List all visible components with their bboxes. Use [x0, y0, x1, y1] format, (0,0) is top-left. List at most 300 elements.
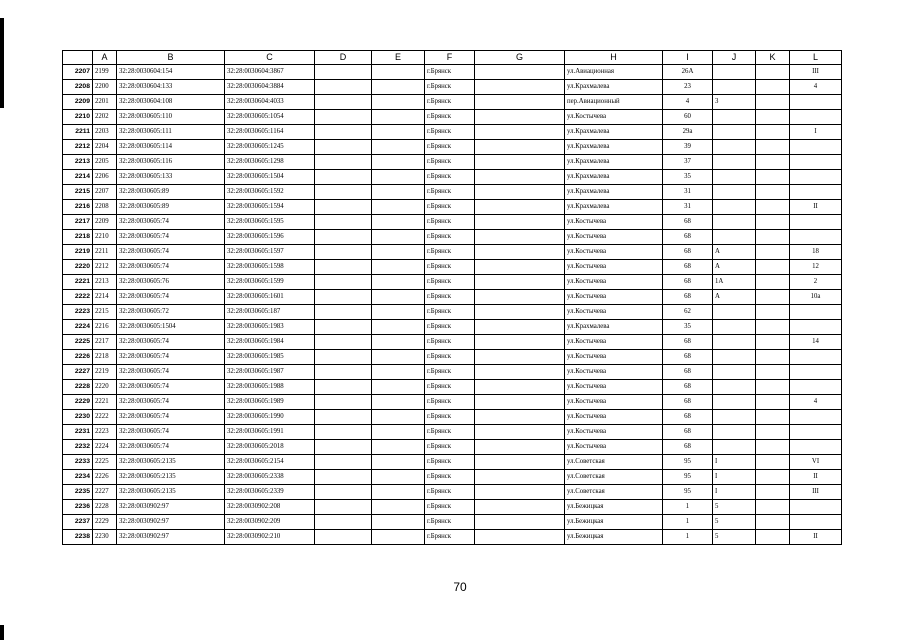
- cell-e[interactable]: [372, 305, 425, 320]
- column-header-h[interactable]: H: [565, 51, 663, 65]
- cell-l[interactable]: 2: [790, 275, 842, 290]
- cell-g[interactable]: [475, 125, 565, 140]
- cell-a[interactable]: 2224: [93, 440, 117, 455]
- cell-g[interactable]: [475, 470, 565, 485]
- cell-l[interactable]: II: [790, 200, 842, 215]
- cell-j[interactable]: [713, 395, 756, 410]
- cell-g[interactable]: [475, 305, 565, 320]
- cell-e[interactable]: [372, 80, 425, 95]
- cell-j[interactable]: [713, 305, 756, 320]
- cell-k[interactable]: [756, 215, 790, 230]
- cell-c[interactable]: 32:28:0030605:1990: [225, 410, 315, 425]
- cell-j[interactable]: А: [713, 290, 756, 305]
- cell-h[interactable]: ул.Костычева: [565, 335, 663, 350]
- cell-j[interactable]: [713, 65, 756, 80]
- cell-f[interactable]: г.Брянск: [425, 380, 475, 395]
- row-number-cell[interactable]: 2211: [63, 125, 93, 140]
- cell-j[interactable]: [713, 110, 756, 125]
- cell-h[interactable]: ул.Советская: [565, 470, 663, 485]
- cell-h[interactable]: ул.Костычева: [565, 365, 663, 380]
- cell-b[interactable]: 32:28:0030605:74: [117, 395, 225, 410]
- cell-g[interactable]: [475, 500, 565, 515]
- cell-c[interactable]: 32:28:0030605:1298: [225, 155, 315, 170]
- cell-l[interactable]: [790, 305, 842, 320]
- cell-e[interactable]: [372, 485, 425, 500]
- cell-c[interactable]: 32:28:0030605:2154: [225, 455, 315, 470]
- cell-d[interactable]: [315, 440, 372, 455]
- cell-a[interactable]: 2223: [93, 425, 117, 440]
- cell-d[interactable]: [315, 155, 372, 170]
- cell-h[interactable]: ул.Костычева: [565, 260, 663, 275]
- cell-g[interactable]: [475, 365, 565, 380]
- cell-b[interactable]: 32:28:0030605:76: [117, 275, 225, 290]
- cell-k[interactable]: [756, 245, 790, 260]
- cell-a[interactable]: 2214: [93, 290, 117, 305]
- cell-k[interactable]: [756, 320, 790, 335]
- cell-f[interactable]: г.Брянск: [425, 365, 475, 380]
- cell-a[interactable]: 2215: [93, 305, 117, 320]
- cell-f[interactable]: г.Брянск: [425, 275, 475, 290]
- cell-l[interactable]: 14: [790, 335, 842, 350]
- cell-d[interactable]: [315, 485, 372, 500]
- column-header-b[interactable]: B: [117, 51, 225, 65]
- cell-d[interactable]: [315, 335, 372, 350]
- cell-i[interactable]: 68: [663, 275, 713, 290]
- row-number-cell[interactable]: 2209: [63, 95, 93, 110]
- cell-g[interactable]: [475, 380, 565, 395]
- cell-f[interactable]: г.Брянск: [425, 185, 475, 200]
- cell-j[interactable]: [713, 230, 756, 245]
- cell-f[interactable]: г.Брянск: [425, 80, 475, 95]
- cell-j[interactable]: А: [713, 245, 756, 260]
- row-number-cell[interactable]: 2228: [63, 380, 93, 395]
- cell-e[interactable]: [372, 395, 425, 410]
- cell-e[interactable]: [372, 275, 425, 290]
- cell-g[interactable]: [475, 230, 565, 245]
- cell-d[interactable]: [315, 260, 372, 275]
- cell-g[interactable]: [475, 140, 565, 155]
- row-number-cell[interactable]: 2236: [63, 500, 93, 515]
- cell-l[interactable]: 10а: [790, 290, 842, 305]
- cell-d[interactable]: [315, 125, 372, 140]
- cell-i[interactable]: 68: [663, 290, 713, 305]
- cell-e[interactable]: [372, 65, 425, 80]
- row-number-cell[interactable]: 2238: [63, 530, 93, 545]
- cell-d[interactable]: [315, 95, 372, 110]
- row-number-cell[interactable]: 2235: [63, 485, 93, 500]
- cell-d[interactable]: [315, 425, 372, 440]
- cell-g[interactable]: [475, 440, 565, 455]
- cell-c[interactable]: 32:28:0030605:1598: [225, 260, 315, 275]
- cell-j[interactable]: А: [713, 260, 756, 275]
- row-number-cell[interactable]: 2208: [63, 80, 93, 95]
- cell-e[interactable]: [372, 470, 425, 485]
- cell-k[interactable]: [756, 335, 790, 350]
- cell-e[interactable]: [372, 410, 425, 425]
- cell-h[interactable]: пер.Авиационный: [565, 95, 663, 110]
- corner-header[interactable]: [63, 51, 93, 65]
- cell-b[interactable]: 32:28:0030604:154: [117, 65, 225, 80]
- cell-h[interactable]: ул.Крахмалева: [565, 80, 663, 95]
- cell-j[interactable]: [713, 440, 756, 455]
- cell-b[interactable]: 32:28:0030605:74: [117, 410, 225, 425]
- row-number-cell[interactable]: 2212: [63, 140, 93, 155]
- cell-a[interactable]: 2200: [93, 80, 117, 95]
- cell-a[interactable]: 2216: [93, 320, 117, 335]
- cell-a[interactable]: 2201: [93, 95, 117, 110]
- row-number-cell[interactable]: 2221: [63, 275, 93, 290]
- cell-c[interactable]: 32:28:0030605:187: [225, 305, 315, 320]
- row-number-cell[interactable]: 2230: [63, 410, 93, 425]
- cell-b[interactable]: 32:28:0030605:2135: [117, 455, 225, 470]
- cell-b[interactable]: 32:28:0030605:114: [117, 140, 225, 155]
- cell-l[interactable]: [790, 515, 842, 530]
- cell-a[interactable]: 2221: [93, 395, 117, 410]
- cell-b[interactable]: 32:28:0030605:110: [117, 110, 225, 125]
- cell-h[interactable]: ул.Крахмалева: [565, 155, 663, 170]
- cell-h[interactable]: ул.Костычева: [565, 350, 663, 365]
- cell-c[interactable]: 32:28:0030605:2018: [225, 440, 315, 455]
- cell-l[interactable]: [790, 410, 842, 425]
- cell-c[interactable]: 32:28:0030605:1989: [225, 395, 315, 410]
- cell-d[interactable]: [315, 275, 372, 290]
- cell-a[interactable]: 2213: [93, 275, 117, 290]
- cell-j[interactable]: [713, 185, 756, 200]
- cell-j[interactable]: [713, 125, 756, 140]
- cell-f[interactable]: г.Брянск: [425, 170, 475, 185]
- cell-k[interactable]: [756, 530, 790, 545]
- cell-f[interactable]: г.Брянск: [425, 410, 475, 425]
- cell-g[interactable]: [475, 395, 565, 410]
- cell-a[interactable]: 2202: [93, 110, 117, 125]
- cell-i[interactable]: 26А: [663, 65, 713, 80]
- cell-l[interactable]: [790, 425, 842, 440]
- row-number-cell[interactable]: 2232: [63, 440, 93, 455]
- cell-h[interactable]: ул.Бежицкая: [565, 515, 663, 530]
- column-header-e[interactable]: E: [372, 51, 425, 65]
- cell-h[interactable]: ул.Костычева: [565, 395, 663, 410]
- cell-b[interactable]: 32:28:0030605:74: [117, 365, 225, 380]
- row-number-cell[interactable]: 2216: [63, 200, 93, 215]
- cell-b[interactable]: 32:28:0030605:74: [117, 380, 225, 395]
- cell-k[interactable]: [756, 350, 790, 365]
- cell-f[interactable]: г.Брянск: [425, 230, 475, 245]
- cell-g[interactable]: [475, 80, 565, 95]
- cell-j[interactable]: [713, 425, 756, 440]
- cell-j[interactable]: [713, 140, 756, 155]
- cell-f[interactable]: г.Брянск: [425, 425, 475, 440]
- cell-j[interactable]: 1А: [713, 275, 756, 290]
- cell-b[interactable]: 32:28:0030605:74: [117, 440, 225, 455]
- row-number-cell[interactable]: 2223: [63, 305, 93, 320]
- cell-f[interactable]: г.Брянск: [425, 470, 475, 485]
- cell-b[interactable]: 32:28:0030605:74: [117, 230, 225, 245]
- cell-h[interactable]: ул.Костычева: [565, 440, 663, 455]
- cell-h[interactable]: ул.Советская: [565, 485, 663, 500]
- cell-g[interactable]: [475, 485, 565, 500]
- cell-e[interactable]: [372, 425, 425, 440]
- cell-c[interactable]: 32:28:0030604:4033: [225, 95, 315, 110]
- cell-i[interactable]: 1: [663, 515, 713, 530]
- cell-d[interactable]: [315, 230, 372, 245]
- cell-h[interactable]: ул.Костычева: [565, 290, 663, 305]
- cell-i[interactable]: 31: [663, 200, 713, 215]
- cell-d[interactable]: [315, 170, 372, 185]
- row-number-cell[interactable]: 2227: [63, 365, 93, 380]
- cell-f[interactable]: г.Брянск: [425, 260, 475, 275]
- cell-d[interactable]: [315, 320, 372, 335]
- cell-f[interactable]: г.Брянск: [425, 290, 475, 305]
- cell-g[interactable]: [475, 455, 565, 470]
- cell-c[interactable]: 32:28:0030605:1599: [225, 275, 315, 290]
- cell-g[interactable]: [475, 200, 565, 215]
- cell-g[interactable]: [475, 95, 565, 110]
- cell-b[interactable]: 32:28:0030604:108: [117, 95, 225, 110]
- row-number-cell[interactable]: 2231: [63, 425, 93, 440]
- cell-b[interactable]: 32:28:0030605:74: [117, 245, 225, 260]
- cell-b[interactable]: 32:28:0030605:74: [117, 425, 225, 440]
- cell-c[interactable]: 32:28:0030604:3867: [225, 65, 315, 80]
- cell-e[interactable]: [372, 260, 425, 275]
- cell-j[interactable]: I: [713, 470, 756, 485]
- cell-j[interactable]: 3: [713, 95, 756, 110]
- cell-k[interactable]: [756, 275, 790, 290]
- cell-k[interactable]: [756, 440, 790, 455]
- cell-i[interactable]: 68: [663, 350, 713, 365]
- cell-d[interactable]: [315, 395, 372, 410]
- cell-l[interactable]: [790, 230, 842, 245]
- row-number-cell[interactable]: 2207: [63, 65, 93, 80]
- cell-b[interactable]: 32:28:0030605:89: [117, 200, 225, 215]
- cell-l[interactable]: [790, 215, 842, 230]
- cell-d[interactable]: [315, 380, 372, 395]
- cell-d[interactable]: [315, 455, 372, 470]
- cell-a[interactable]: 2204: [93, 140, 117, 155]
- cell-h[interactable]: ул.Крахмалева: [565, 125, 663, 140]
- column-header-f[interactable]: F: [425, 51, 475, 65]
- cell-c[interactable]: 32:28:0030902:210: [225, 530, 315, 545]
- cell-f[interactable]: г.Брянск: [425, 455, 475, 470]
- cell-h[interactable]: ул.Костычева: [565, 380, 663, 395]
- cell-a[interactable]: 2229: [93, 515, 117, 530]
- cell-l[interactable]: [790, 320, 842, 335]
- cell-j[interactable]: I: [713, 455, 756, 470]
- cell-k[interactable]: [756, 125, 790, 140]
- cell-b[interactable]: 32:28:0030605:74: [117, 215, 225, 230]
- cell-l[interactable]: VI: [790, 455, 842, 470]
- cell-c[interactable]: 32:28:0030605:1991: [225, 425, 315, 440]
- cell-b[interactable]: 32:28:0030605:74: [117, 350, 225, 365]
- cell-b[interactable]: 32:28:0030605:2135: [117, 470, 225, 485]
- cell-c[interactable]: 32:28:0030604:3884: [225, 80, 315, 95]
- cell-f[interactable]: г.Брянск: [425, 245, 475, 260]
- cell-g[interactable]: [475, 410, 565, 425]
- cell-f[interactable]: г.Брянск: [425, 440, 475, 455]
- row-number-cell[interactable]: 2215: [63, 185, 93, 200]
- cell-e[interactable]: [372, 170, 425, 185]
- cell-i[interactable]: 95: [663, 485, 713, 500]
- cell-i[interactable]: 35: [663, 320, 713, 335]
- cell-g[interactable]: [475, 530, 565, 545]
- cell-e[interactable]: [372, 200, 425, 215]
- cell-d[interactable]: [315, 365, 372, 380]
- cell-a[interactable]: 2218: [93, 350, 117, 365]
- row-number-cell[interactable]: 2220: [63, 260, 93, 275]
- cell-g[interactable]: [475, 335, 565, 350]
- cell-d[interactable]: [315, 305, 372, 320]
- cell-a[interactable]: 2230: [93, 530, 117, 545]
- cell-h[interactable]: ул.Бежицкая: [565, 530, 663, 545]
- row-number-cell[interactable]: 2226: [63, 350, 93, 365]
- cell-f[interactable]: г.Брянск: [425, 530, 475, 545]
- cell-i[interactable]: 68: [663, 335, 713, 350]
- cell-b[interactable]: 32:28:0030605:74: [117, 335, 225, 350]
- cell-i[interactable]: 68: [663, 380, 713, 395]
- cell-l[interactable]: [790, 440, 842, 455]
- cell-e[interactable]: [372, 320, 425, 335]
- cell-g[interactable]: [475, 170, 565, 185]
- cell-k[interactable]: [756, 185, 790, 200]
- cell-k[interactable]: [756, 80, 790, 95]
- cell-f[interactable]: г.Брянск: [425, 485, 475, 500]
- cell-k[interactable]: [756, 170, 790, 185]
- row-number-cell[interactable]: 2229: [63, 395, 93, 410]
- cell-c[interactable]: 32:28:0030605:1592: [225, 185, 315, 200]
- cell-b[interactable]: 32:28:0030605:1504: [117, 320, 225, 335]
- cell-l[interactable]: III: [790, 485, 842, 500]
- cell-i[interactable]: 23: [663, 80, 713, 95]
- cell-d[interactable]: [315, 215, 372, 230]
- cell-k[interactable]: [756, 395, 790, 410]
- cell-h[interactable]: ул.Крахмалева: [565, 320, 663, 335]
- cell-e[interactable]: [372, 140, 425, 155]
- cell-f[interactable]: г.Брянск: [425, 320, 475, 335]
- cell-l[interactable]: [790, 350, 842, 365]
- cell-c[interactable]: 32:28:0030605:1597: [225, 245, 315, 260]
- column-header-a[interactable]: A: [93, 51, 117, 65]
- cell-l[interactable]: [790, 365, 842, 380]
- cell-d[interactable]: [315, 245, 372, 260]
- cell-h[interactable]: ул.Костычева: [565, 275, 663, 290]
- cell-e[interactable]: [372, 95, 425, 110]
- cell-j[interactable]: [713, 350, 756, 365]
- cell-j[interactable]: [713, 215, 756, 230]
- cell-g[interactable]: [475, 275, 565, 290]
- cell-c[interactable]: 32:28:0030605:1983: [225, 320, 315, 335]
- cell-l[interactable]: I: [790, 125, 842, 140]
- cell-k[interactable]: [756, 305, 790, 320]
- cell-c[interactable]: 32:28:0030902:208: [225, 500, 315, 515]
- cell-k[interactable]: [756, 155, 790, 170]
- cell-h[interactable]: ул.Костычева: [565, 305, 663, 320]
- cell-c[interactable]: 32:28:0030605:1245: [225, 140, 315, 155]
- cell-f[interactable]: г.Брянск: [425, 395, 475, 410]
- cell-i[interactable]: 95: [663, 455, 713, 470]
- cell-l[interactable]: II: [790, 470, 842, 485]
- cell-i[interactable]: 1: [663, 530, 713, 545]
- cell-i[interactable]: 1: [663, 500, 713, 515]
- cell-g[interactable]: [475, 320, 565, 335]
- cell-h[interactable]: ул.Крахмалева: [565, 185, 663, 200]
- cell-e[interactable]: [372, 290, 425, 305]
- row-number-cell[interactable]: 2224: [63, 320, 93, 335]
- cell-e[interactable]: [372, 350, 425, 365]
- cell-i[interactable]: 4: [663, 95, 713, 110]
- cell-l[interactable]: [790, 185, 842, 200]
- cell-g[interactable]: [475, 65, 565, 80]
- cell-h[interactable]: ул.Крахмалева: [565, 200, 663, 215]
- cell-f[interactable]: г.Брянск: [425, 200, 475, 215]
- cell-k[interactable]: [756, 485, 790, 500]
- cell-i[interactable]: 68: [663, 440, 713, 455]
- cell-j[interactable]: [713, 200, 756, 215]
- cell-e[interactable]: [372, 215, 425, 230]
- cell-c[interactable]: 32:28:0030605:1504: [225, 170, 315, 185]
- cell-c[interactable]: 32:28:0030605:1054: [225, 110, 315, 125]
- cell-k[interactable]: [756, 290, 790, 305]
- cell-f[interactable]: г.Брянск: [425, 125, 475, 140]
- cell-g[interactable]: [475, 350, 565, 365]
- cell-f[interactable]: г.Брянск: [425, 350, 475, 365]
- cell-i[interactable]: 35: [663, 170, 713, 185]
- cell-h[interactable]: ул.Крахмалева: [565, 140, 663, 155]
- cell-j[interactable]: [713, 170, 756, 185]
- cell-i[interactable]: 37: [663, 155, 713, 170]
- cell-c[interactable]: 32:28:0030605:1985: [225, 350, 315, 365]
- cell-a[interactable]: 2210: [93, 230, 117, 245]
- cell-a[interactable]: 2226: [93, 470, 117, 485]
- cell-a[interactable]: 2222: [93, 410, 117, 425]
- cell-f[interactable]: г.Брянск: [425, 110, 475, 125]
- cell-c[interactable]: 32:28:0030605:1595: [225, 215, 315, 230]
- cell-h[interactable]: ул.Советская: [565, 455, 663, 470]
- cell-i[interactable]: 31: [663, 185, 713, 200]
- cell-b[interactable]: 32:28:0030605:2135: [117, 485, 225, 500]
- cell-e[interactable]: [372, 515, 425, 530]
- cell-c[interactable]: 32:28:0030605:2338: [225, 470, 315, 485]
- cell-a[interactable]: 2199: [93, 65, 117, 80]
- cell-g[interactable]: [475, 290, 565, 305]
- cell-l[interactable]: III: [790, 65, 842, 80]
- cell-e[interactable]: [372, 365, 425, 380]
- cell-c[interactable]: 32:28:0030605:1984: [225, 335, 315, 350]
- cell-d[interactable]: [315, 530, 372, 545]
- cell-d[interactable]: [315, 350, 372, 365]
- cell-e[interactable]: [372, 500, 425, 515]
- cell-b[interactable]: 32:28:0030604:133: [117, 80, 225, 95]
- cell-b[interactable]: 32:28:0030605:116: [117, 155, 225, 170]
- cell-d[interactable]: [315, 410, 372, 425]
- cell-a[interactable]: 2205: [93, 155, 117, 170]
- cell-h[interactable]: ул.Бежицкая: [565, 500, 663, 515]
- cell-i[interactable]: 68: [663, 365, 713, 380]
- cell-i[interactable]: 68: [663, 395, 713, 410]
- cell-l[interactable]: [790, 110, 842, 125]
- cell-l[interactable]: [790, 500, 842, 515]
- cell-l[interactable]: 4: [790, 395, 842, 410]
- cell-f[interactable]: г.Брянск: [425, 335, 475, 350]
- cell-i[interactable]: 68: [663, 410, 713, 425]
- cell-c[interactable]: 32:28:0030605:1988: [225, 380, 315, 395]
- cell-d[interactable]: [315, 500, 372, 515]
- cell-b[interactable]: 32:28:0030605:133: [117, 170, 225, 185]
- cell-e[interactable]: [372, 245, 425, 260]
- cell-a[interactable]: 2228: [93, 500, 117, 515]
- cell-i[interactable]: 39: [663, 140, 713, 155]
- cell-l[interactable]: 4: [790, 80, 842, 95]
- cell-e[interactable]: [372, 380, 425, 395]
- cell-g[interactable]: [475, 215, 565, 230]
